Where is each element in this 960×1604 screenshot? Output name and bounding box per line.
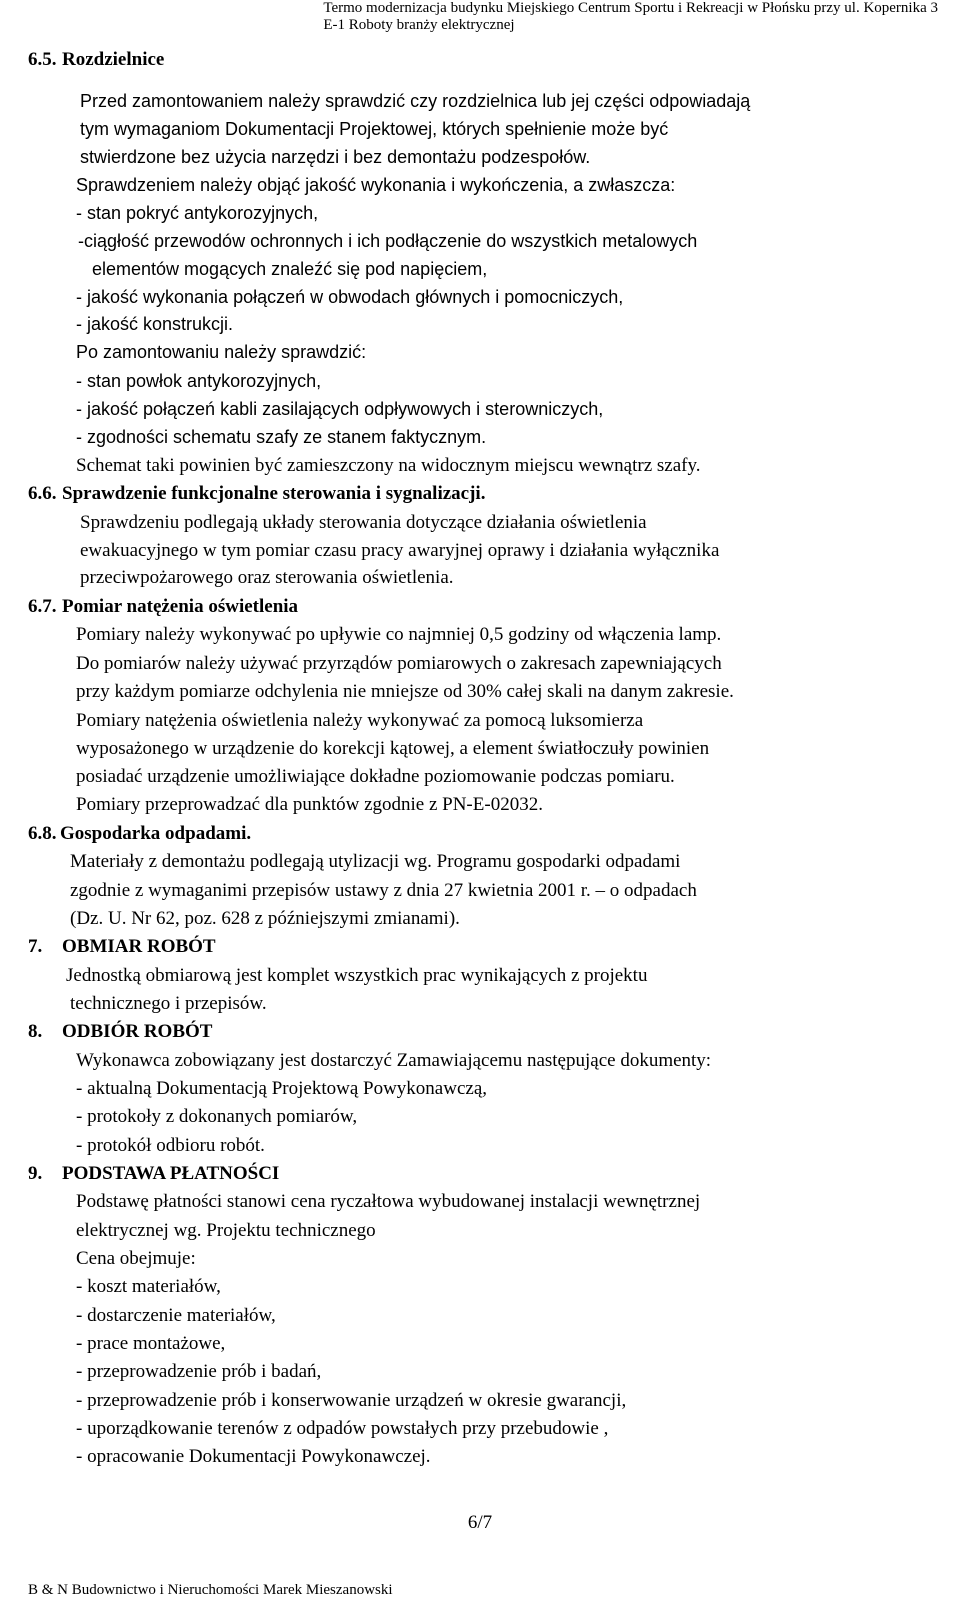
section-number: 8. [28, 1021, 43, 1042]
paragraph-line: elektrycznej wg. Projektu technicznego [76, 1220, 376, 1241]
paragraph-line: Schemat taki powinien być zamieszczony na widocznym miejscu wewnątrz szafy. [76, 455, 701, 476]
section-title: Pomiar natężenia oświetlenia [62, 596, 299, 617]
section-number: 6.8. [28, 823, 57, 844]
paragraph-line: Pomiary natężenia oświetlenia należy wykonywać za pomocą luksomierza [76, 710, 644, 731]
list-item: - koszt materiałów, [76, 1276, 221, 1297]
section-title: ODBIÓR ROBÓT [62, 1021, 213, 1042]
paragraph-line: ewakuacyjnego w tym pomiar czasu pracy awaryjnej oprawy i działania wyłącznika [80, 540, 720, 561]
list-item: -ciągłość przewodów ochronnych i ich podłączenie do wszystkich metalowych [78, 231, 698, 251]
section-title: Gospodarka odpadami. [60, 823, 252, 844]
list-item: - protokoły z dokonanych pomiarów, [76, 1106, 358, 1127]
paragraph-line: Sprawdzeniu podlegają układy sterowania dotyczące działania oświetlenia [80, 512, 647, 533]
paragraph-line: Podstawę płatności stanowi cena ryczałtowa wybudowanej instalacji wewnętrznej [76, 1191, 701, 1212]
section-title: OBMIAR ROBÓT [62, 936, 216, 957]
paragraph-line: przy każdym pomiarze odchylenia nie mniejsze od 30% całej skali na danym zakresie. [76, 681, 734, 702]
list-item: - opracowanie Dokumentacji Powykonawczej. [76, 1446, 431, 1467]
paragraph-line: Wykonawca zobowiązany jest dostarczyć Zamawiającemu następujące dokumenty: [76, 1050, 712, 1071]
section-number: 7. [28, 936, 43, 957]
list-item: - prace montażowe, [76, 1333, 226, 1354]
paragraph-line: Jednostką obmiarową jest komplet wszystkich prac wynikających z projektu [66, 965, 648, 986]
paragraph-line: Pomiary przeprowadzać dla punktów zgodnie z PN-E-02032. [76, 794, 543, 815]
section-title: Sprawdzenie funkcjonalne sterowania i sygnalizacji. [62, 483, 486, 504]
section-number: 6.5. [28, 49, 57, 70]
paragraph-line: Do pomiarów należy używać przyrządów pomiarowych o zakresach zapewniających [76, 653, 722, 674]
header-section-name: E-1 Roboty branży elektrycznej [323, 17, 515, 33]
paragraph-line: Cena obejmuje: [76, 1248, 196, 1269]
list-item: elementów mogących znaleźć się pod napięciem, [92, 259, 488, 279]
section-number: 9. [28, 1163, 43, 1184]
paragraph-line: przeciwpożarowego oraz sterowania oświetlenia. [80, 567, 454, 588]
page-number: 6/7 [467, 1512, 493, 1533]
list-item: - aktualną Dokumentacją Projektową Powykonawczą, [76, 1078, 488, 1099]
paragraph-line: Pomiary należy wykonywać po upływie co najmniej 0,5 godziny od włączenia lamp. [76, 624, 722, 645]
list-item: - stan pokryć antykorozyjnych, [76, 203, 319, 223]
list-item: - zgodności schematu szafy ze stanem faktycznym. [76, 427, 487, 447]
paragraph-line: (Dz. U. Nr 62, poz. 628 z późniejszymi zmianami). [70, 908, 460, 929]
paragraph-line: tym wymaganiom Dokumentacji Projektowej, których spełnienie może być [80, 119, 669, 139]
page-header [323, 0, 938, 34]
paragraph-line: Sprawdzeniem należy objąć jakość wykonania i wykończenia, a zwłaszcza: [76, 175, 676, 195]
list-item: - jakość konstrukcji. [76, 314, 234, 334]
paragraph-line: Po zamontowaniu należy sprawdzić: [76, 342, 367, 362]
paragraph-line: Przed zamontowaniem należy sprawdzić czy rozdzielnica lub jej części odpowiadają [80, 91, 751, 111]
list-item: - przeprowadzenie prób i konserwowanie urządzeń w okresie gwarancji, [76, 1390, 627, 1411]
list-item: - jakość połączeń kabli zasilających odpływowych i sterowniczych, [76, 399, 604, 419]
section-title: PODSTAWA PŁATNOŚCI [62, 1163, 280, 1184]
section-number: 6.7. [28, 596, 57, 617]
section-title: Rozdzielnice [62, 49, 165, 70]
list-item: - dostarczenie materiałów, [76, 1305, 276, 1326]
list-item: - przeprowadzenie prób i badań, [76, 1361, 322, 1382]
list-item: - stan powłok antykorozyjnych, [76, 371, 322, 391]
list-item: - jakość wykonania połączeń w obwodach głównych i pomocniczych, [76, 287, 624, 307]
paragraph-line: zgodnie z wymaganimi przepisów ustawy z dnia 27 kwietnia 2001 r. – o odpadach [70, 880, 697, 901]
paragraph-line: wyposażonego w urządzenie do korekcji kątowej, a element światłoczuły powinien [76, 738, 710, 759]
list-item: - protokół odbioru robót. [76, 1135, 265, 1156]
page-footer: B & N Budownictwo i Nieruchomości Marek Mieszanowski [28, 1582, 393, 1598]
paragraph-line: stwierdzone bez użycia narzędzi i bez demontażu podzespołów. [80, 147, 591, 167]
paragraph-line: technicznego i przepisów. [70, 993, 267, 1014]
paragraph-line: Materiały z demontażu podlegają utylizacji wg. Programu gospodarki odpadami [70, 851, 681, 872]
paragraph-line: posiadać urządzenie umożliwiające dokładne poziomowanie podczas pomiaru. [76, 766, 675, 787]
section-number: 6.6. [28, 483, 57, 504]
list-item: - uporządkowanie terenów z odpadów powstałych przy przebudowie , [76, 1418, 609, 1439]
header-project-title: Termo modernizacja budynku Miejskiego Centrum Sportu i Rekreacji w Płońsku przy ul. Kopernika 3 [323, 0, 938, 16]
